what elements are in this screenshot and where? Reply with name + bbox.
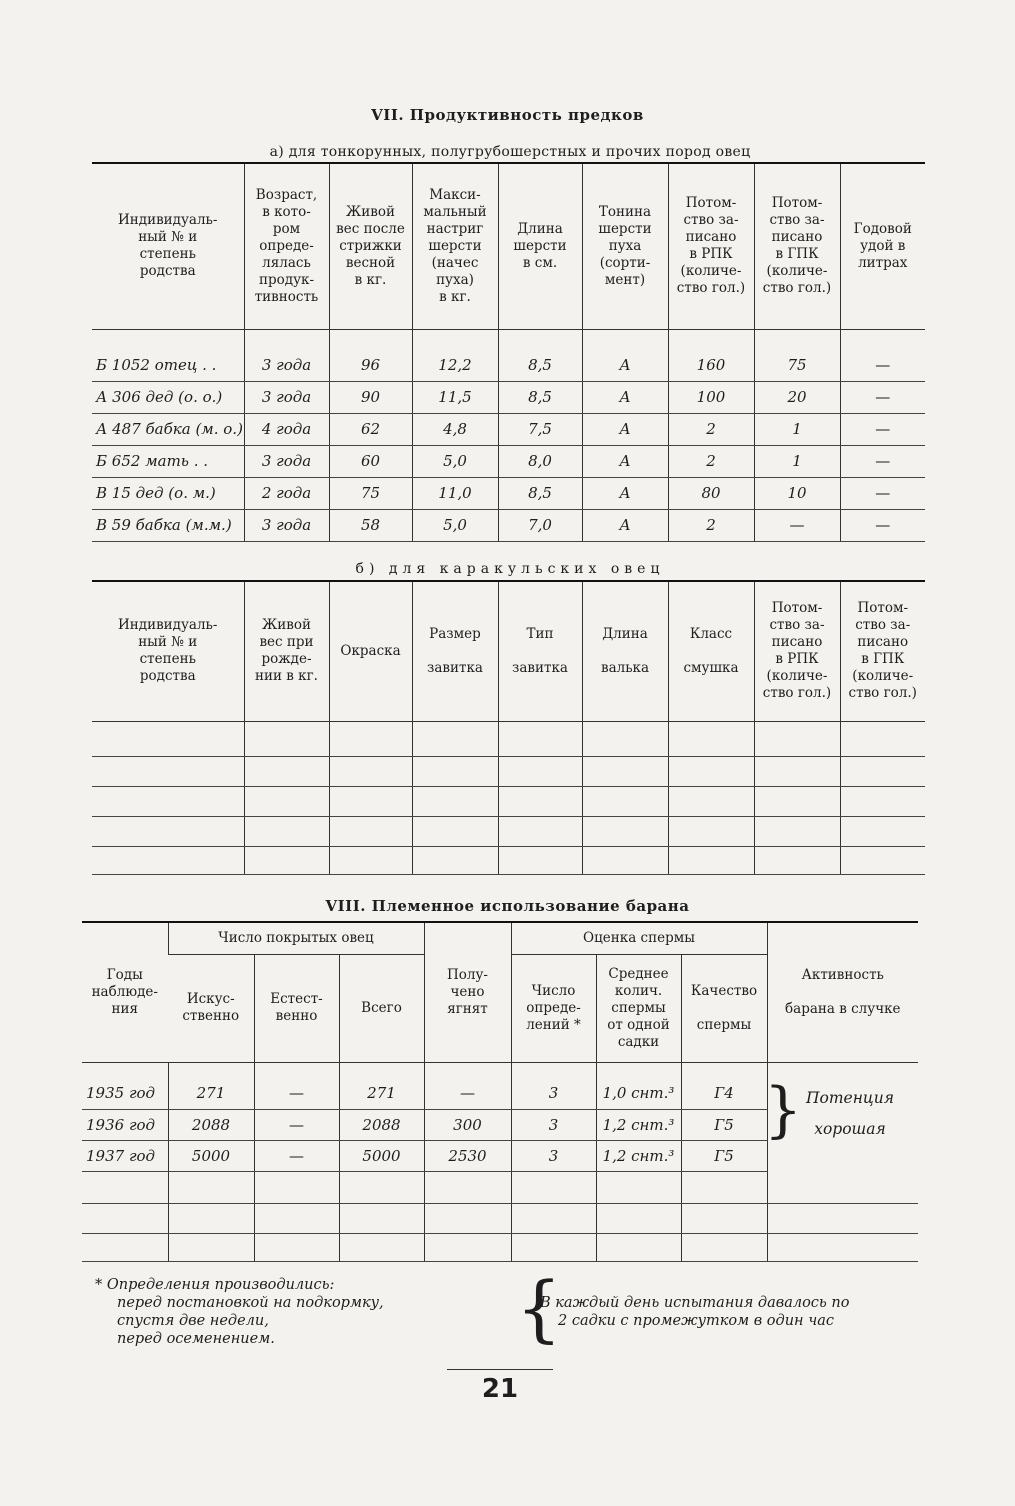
- empty-cell: [92, 816, 244, 846]
- table-cell: 3 года: [244, 509, 329, 541]
- spacer-cell: [596, 1062, 681, 1078]
- footnote-left-line-4: перед осеменением.: [117, 1331, 275, 1347]
- table-cell: 4 года: [244, 413, 329, 445]
- header-covered-ewes: Число покрытых овец: [168, 922, 424, 954]
- table-cell: —: [840, 381, 925, 413]
- table-row: [92, 349, 925, 381]
- table-cell: 5,0: [412, 509, 498, 541]
- empty-cell: [244, 816, 329, 846]
- empty-row: [92, 816, 925, 846]
- table-b-header: Индивидуаль- ный № и степень родства: [92, 581, 244, 721]
- empty-cell: [582, 846, 668, 874]
- empty-cell: [596, 1203, 681, 1233]
- table-b-header: Живой вес при рожде- нии в кг.: [244, 581, 329, 721]
- header-sperm-quality: Качество спермы: [681, 954, 767, 1062]
- ancestor-id-cell: А 487 бабка (м. о.): [92, 413, 244, 445]
- table-cell: 271: [339, 1078, 424, 1109]
- table-row: [92, 477, 925, 509]
- table-cell: 3: [511, 1109, 596, 1140]
- table-cell: 2: [668, 509, 754, 541]
- empty-cell: [668, 756, 754, 786]
- empty-cell: [329, 721, 412, 756]
- header-avg-sperm: Среднее колич. спермы от одной садки: [596, 954, 681, 1062]
- spacer-cell: [82, 1062, 168, 1078]
- header-natural: Естест- венно: [254, 954, 339, 1062]
- empty-cell: [82, 1233, 168, 1261]
- table-cell: 7,0: [498, 509, 582, 541]
- empty-row: [92, 721, 925, 756]
- table-a-header: Потом- ство за- писано в ГПК (количе- ство гол.): [754, 163, 840, 329]
- empty-cell: [767, 1233, 918, 1261]
- empty-cell: [840, 756, 925, 786]
- table-cell: 4,8: [412, 413, 498, 445]
- empty-cell: [754, 816, 840, 846]
- spacer-cell: [840, 329, 925, 349]
- table-cell: 11,5: [412, 381, 498, 413]
- empty-cell: [92, 756, 244, 786]
- table-cell: 2 года: [244, 477, 329, 509]
- empty-cell: [754, 721, 840, 756]
- table-cell: 7,5: [498, 413, 582, 445]
- ancestor-id-cell: В 59 бабка (м.м.): [92, 509, 244, 541]
- empty-cell: [424, 1171, 511, 1203]
- page-number-rule: [447, 1369, 553, 1370]
- table-cell: 8,5: [498, 381, 582, 413]
- empty-cell: [754, 846, 840, 874]
- table-a-header: Индивидуаль- ный № и степень родства: [92, 163, 244, 329]
- section-8-title: VIII. Племенное использование барана: [325, 897, 690, 915]
- activity-note: [780, 1083, 920, 1145]
- table-cell: 3 года: [244, 445, 329, 477]
- table-cell: 2530: [424, 1140, 511, 1171]
- empty-cell: [254, 1171, 339, 1203]
- table-a-header: Возраст, в кото- ром опреде- лялась продук- тивность: [244, 163, 329, 329]
- table-cell: А: [582, 381, 668, 413]
- table-a-header: Потом- ство за- писано в РПК (количе- ство гол.): [668, 163, 754, 329]
- activity-line-1: Потенция: [806, 1089, 894, 1107]
- ancestor-id-cell: А 306 дед (о. о.): [92, 381, 244, 413]
- footnote-right-line-1: В каждый день испытания давалось по: [540, 1295, 850, 1311]
- empty-cell: [244, 846, 329, 874]
- empty-cell: [244, 786, 329, 816]
- table-cell: 96: [329, 349, 412, 381]
- footnote-left-line-2: перед постановкой на подкормку,: [117, 1295, 384, 1311]
- empty-cell: [412, 721, 498, 756]
- empty-cell: [339, 1203, 424, 1233]
- table-cell: —: [254, 1109, 339, 1140]
- table-cell: А: [582, 445, 668, 477]
- table-cell: 2088: [168, 1109, 254, 1140]
- empty-cell: [511, 1233, 596, 1261]
- empty-cell: [424, 1203, 511, 1233]
- table-cell: 2: [668, 413, 754, 445]
- spacer-cell: [339, 1062, 424, 1078]
- table-cell: 1,2 снт.³: [596, 1109, 681, 1140]
- footnote-left-line-3: спустя две недели,: [117, 1313, 269, 1329]
- table-cell: 8,0: [498, 445, 582, 477]
- empty-cell: [244, 721, 329, 756]
- table-cell: 3 года: [244, 381, 329, 413]
- spacer-cell: [511, 1062, 596, 1078]
- empty-cell: [511, 1203, 596, 1233]
- table-cell: 160: [668, 349, 754, 381]
- empty-cell: [168, 1203, 254, 1233]
- header-lambs: Полу- чено ягнят: [424, 922, 511, 1062]
- table-a-header: Длина шерсти в см.: [498, 163, 582, 329]
- empty-cell: [767, 1203, 918, 1233]
- table-cell: —: [840, 413, 925, 445]
- table-cell: —: [840, 509, 925, 541]
- empty-cell: [92, 786, 244, 816]
- empty-cell: [92, 721, 244, 756]
- spacer-cell: [412, 329, 498, 349]
- empty-cell: [92, 846, 244, 874]
- spacer-cell: [681, 1062, 767, 1078]
- ancestors-productivity-table: [92, 162, 925, 542]
- year-cell: 1936 год: [82, 1109, 168, 1140]
- empty-cell: [754, 756, 840, 786]
- empty-cell: [339, 1171, 424, 1203]
- table-cell: 12,2: [412, 349, 498, 381]
- table-cell: 5,0: [412, 445, 498, 477]
- spacer-cell: [329, 329, 412, 349]
- spacer-cell: [244, 329, 329, 349]
- ancestor-id-cell: Б 1052 отец . .: [92, 349, 244, 381]
- table-cell: 75: [329, 477, 412, 509]
- table-cell: 80: [668, 477, 754, 509]
- table-row: [92, 445, 925, 477]
- empty-cell: [424, 1233, 511, 1261]
- empty-cell: [412, 816, 498, 846]
- table-b-header: Длина валька: [582, 581, 668, 721]
- empty-cell: [254, 1203, 339, 1233]
- footnote-right-line-2: 2 садки с промежутком в один час: [558, 1313, 834, 1329]
- table-cell: —: [840, 477, 925, 509]
- table-cell: Г5: [681, 1140, 767, 1171]
- empty-cell: [668, 721, 754, 756]
- header-activity: Активность барана в случке: [767, 922, 918, 1062]
- empty-cell: [582, 786, 668, 816]
- table-cell: 2088: [339, 1109, 424, 1140]
- table-cell: 1: [754, 413, 840, 445]
- table-cell: 3: [511, 1078, 596, 1109]
- table-cell: А: [582, 413, 668, 445]
- table-row: [92, 413, 925, 445]
- spacer-cell: [498, 329, 582, 349]
- empty-cell: [840, 721, 925, 756]
- empty-cell: [329, 786, 412, 816]
- spacer-cell: [754, 329, 840, 349]
- empty-cell: [681, 1171, 767, 1203]
- header-years: Годы наблюде- ния: [82, 922, 168, 1062]
- footnote-left-line-1: * Определения производились:: [95, 1277, 335, 1293]
- table-cell: 1,0 снт.³: [596, 1078, 681, 1109]
- table-cell: 10: [754, 477, 840, 509]
- table-cell: Г4: [681, 1078, 767, 1109]
- empty-cell: [329, 846, 412, 874]
- empty-row: [92, 756, 925, 786]
- empty-cell: [412, 786, 498, 816]
- footnote-left: [95, 1276, 515, 1348]
- table-cell: А: [582, 349, 668, 381]
- table-cell: —: [754, 509, 840, 541]
- karakul-ancestors-table: [92, 580, 925, 875]
- empty-cell: [840, 816, 925, 846]
- header-artificial: Искус- ственно: [168, 954, 254, 1062]
- empty-cell: [82, 1171, 168, 1203]
- header-total: Всего: [339, 954, 424, 1062]
- empty-cell: [840, 846, 925, 874]
- empty-row: [92, 786, 925, 816]
- spacer-cell: [582, 329, 668, 349]
- table-a-header: Тонина шерсти пуха (сорти- мент): [582, 163, 668, 329]
- activity-line-2: хорошая: [814, 1120, 886, 1138]
- table-cell: 8,5: [498, 349, 582, 381]
- empty-cell: [840, 786, 925, 816]
- table-cell: 3 года: [244, 349, 329, 381]
- table-cell: —: [254, 1140, 339, 1171]
- empty-cell: [681, 1203, 767, 1233]
- empty-cell: [254, 1233, 339, 1261]
- table-cell: —: [840, 349, 925, 381]
- empty-cell: [498, 846, 582, 874]
- table-b-header: Потом- ство за- писано в РПК (количе- ство гол.): [754, 581, 840, 721]
- section-7a-subtitle: а) для тонкорунных, полугрубошерстных и прочих пород овец: [269, 144, 751, 160]
- empty-cell: [339, 1233, 424, 1261]
- empty-cell: [582, 816, 668, 846]
- empty-cell: [596, 1233, 681, 1261]
- footnote-right: [540, 1294, 930, 1330]
- table-a-header: Живой вес после стрижки весной в кг.: [329, 163, 412, 329]
- empty-cell: [412, 756, 498, 786]
- empty-cell: [668, 846, 754, 874]
- year-cell: 1935 год: [82, 1078, 168, 1109]
- table-cell: 300: [424, 1109, 511, 1140]
- table-row: [92, 509, 925, 541]
- empty-cell: [168, 1171, 254, 1203]
- table-b-header: Размер завитка: [412, 581, 498, 721]
- table-cell: А: [582, 509, 668, 541]
- table-b-header: Класс смушка: [668, 581, 754, 721]
- table-a-header: Годовой удой в литрах: [840, 163, 925, 329]
- empty-cell: [668, 786, 754, 816]
- ancestor-id-cell: Б 652 мать . .: [92, 445, 244, 477]
- empty-cell: [767, 1171, 918, 1203]
- spacer-cell: [424, 1062, 511, 1078]
- empty-cell: [412, 846, 498, 874]
- table-b-header: Потом- ство за- писано в ГПК (количе- ство гол.): [840, 581, 925, 721]
- brace-icon: }: [764, 1075, 803, 1145]
- spacer-cell: [668, 329, 754, 349]
- empty-cell: [82, 1203, 168, 1233]
- table-cell: —: [424, 1078, 511, 1109]
- empty-cell: [596, 1171, 681, 1203]
- table-cell: 20: [754, 381, 840, 413]
- table-cell: 8,5: [498, 477, 582, 509]
- table-cell: 5000: [168, 1140, 254, 1171]
- empty-cell: [329, 816, 412, 846]
- table-cell: 2: [668, 445, 754, 477]
- empty-cell: [168, 1233, 254, 1261]
- table-cell: 271: [168, 1078, 254, 1109]
- table-cell: 1,2 снт.³: [596, 1140, 681, 1171]
- table-cell: 100: [668, 381, 754, 413]
- table-b-header: Тип завитка: [498, 581, 582, 721]
- empty-row: [82, 1171, 918, 1203]
- header-determinations: Число опреде- лений *: [511, 954, 596, 1062]
- table-row: [92, 381, 925, 413]
- empty-cell: [498, 721, 582, 756]
- table-cell: 3: [511, 1140, 596, 1171]
- empty-cell: [498, 786, 582, 816]
- empty-cell: [582, 721, 668, 756]
- table-cell: 11,0: [412, 477, 498, 509]
- table-a-header: Макси- мальный настриг шерсти (начес пуха) в кг.: [412, 163, 498, 329]
- ancestor-id-cell: В 15 дед (о. м.): [92, 477, 244, 509]
- empty-cell: [244, 756, 329, 786]
- table-cell: 5000: [339, 1140, 424, 1171]
- table-cell: 1: [754, 445, 840, 477]
- spacer-cell: [168, 1062, 254, 1078]
- table-cell: 60: [329, 445, 412, 477]
- footnote-brace-icon: {: [516, 1266, 562, 1350]
- page-number: 21: [481, 1374, 519, 1404]
- section-7-title: VII. Продуктивность предков: [371, 106, 644, 124]
- spacer-cell: [92, 329, 244, 349]
- empty-cell: [754, 786, 840, 816]
- empty-cell: [498, 816, 582, 846]
- table-cell: А: [582, 477, 668, 509]
- empty-cell: [681, 1233, 767, 1261]
- empty-row: [92, 846, 925, 874]
- year-cell: 1937 год: [82, 1140, 168, 1171]
- table-cell: 58: [329, 509, 412, 541]
- table-b-header: Окраска: [329, 581, 412, 721]
- table-cell: —: [840, 445, 925, 477]
- table-cell: 75: [754, 349, 840, 381]
- table-cell: —: [254, 1078, 339, 1109]
- spacer-cell: [254, 1062, 339, 1078]
- empty-cell: [668, 816, 754, 846]
- table-cell: 62: [329, 413, 412, 445]
- empty-cell: [511, 1171, 596, 1203]
- section-7b-subtitle: б) для каракульских овец: [355, 561, 665, 577]
- table-cell: Г5: [681, 1109, 767, 1140]
- empty-row: [82, 1203, 918, 1233]
- table-cell: 90: [329, 381, 412, 413]
- empty-cell: [498, 756, 582, 786]
- header-sperm-evaluation: Оценка спермы: [511, 922, 767, 954]
- empty-cell: [582, 756, 668, 786]
- empty-row: [82, 1233, 918, 1261]
- empty-cell: [329, 756, 412, 786]
